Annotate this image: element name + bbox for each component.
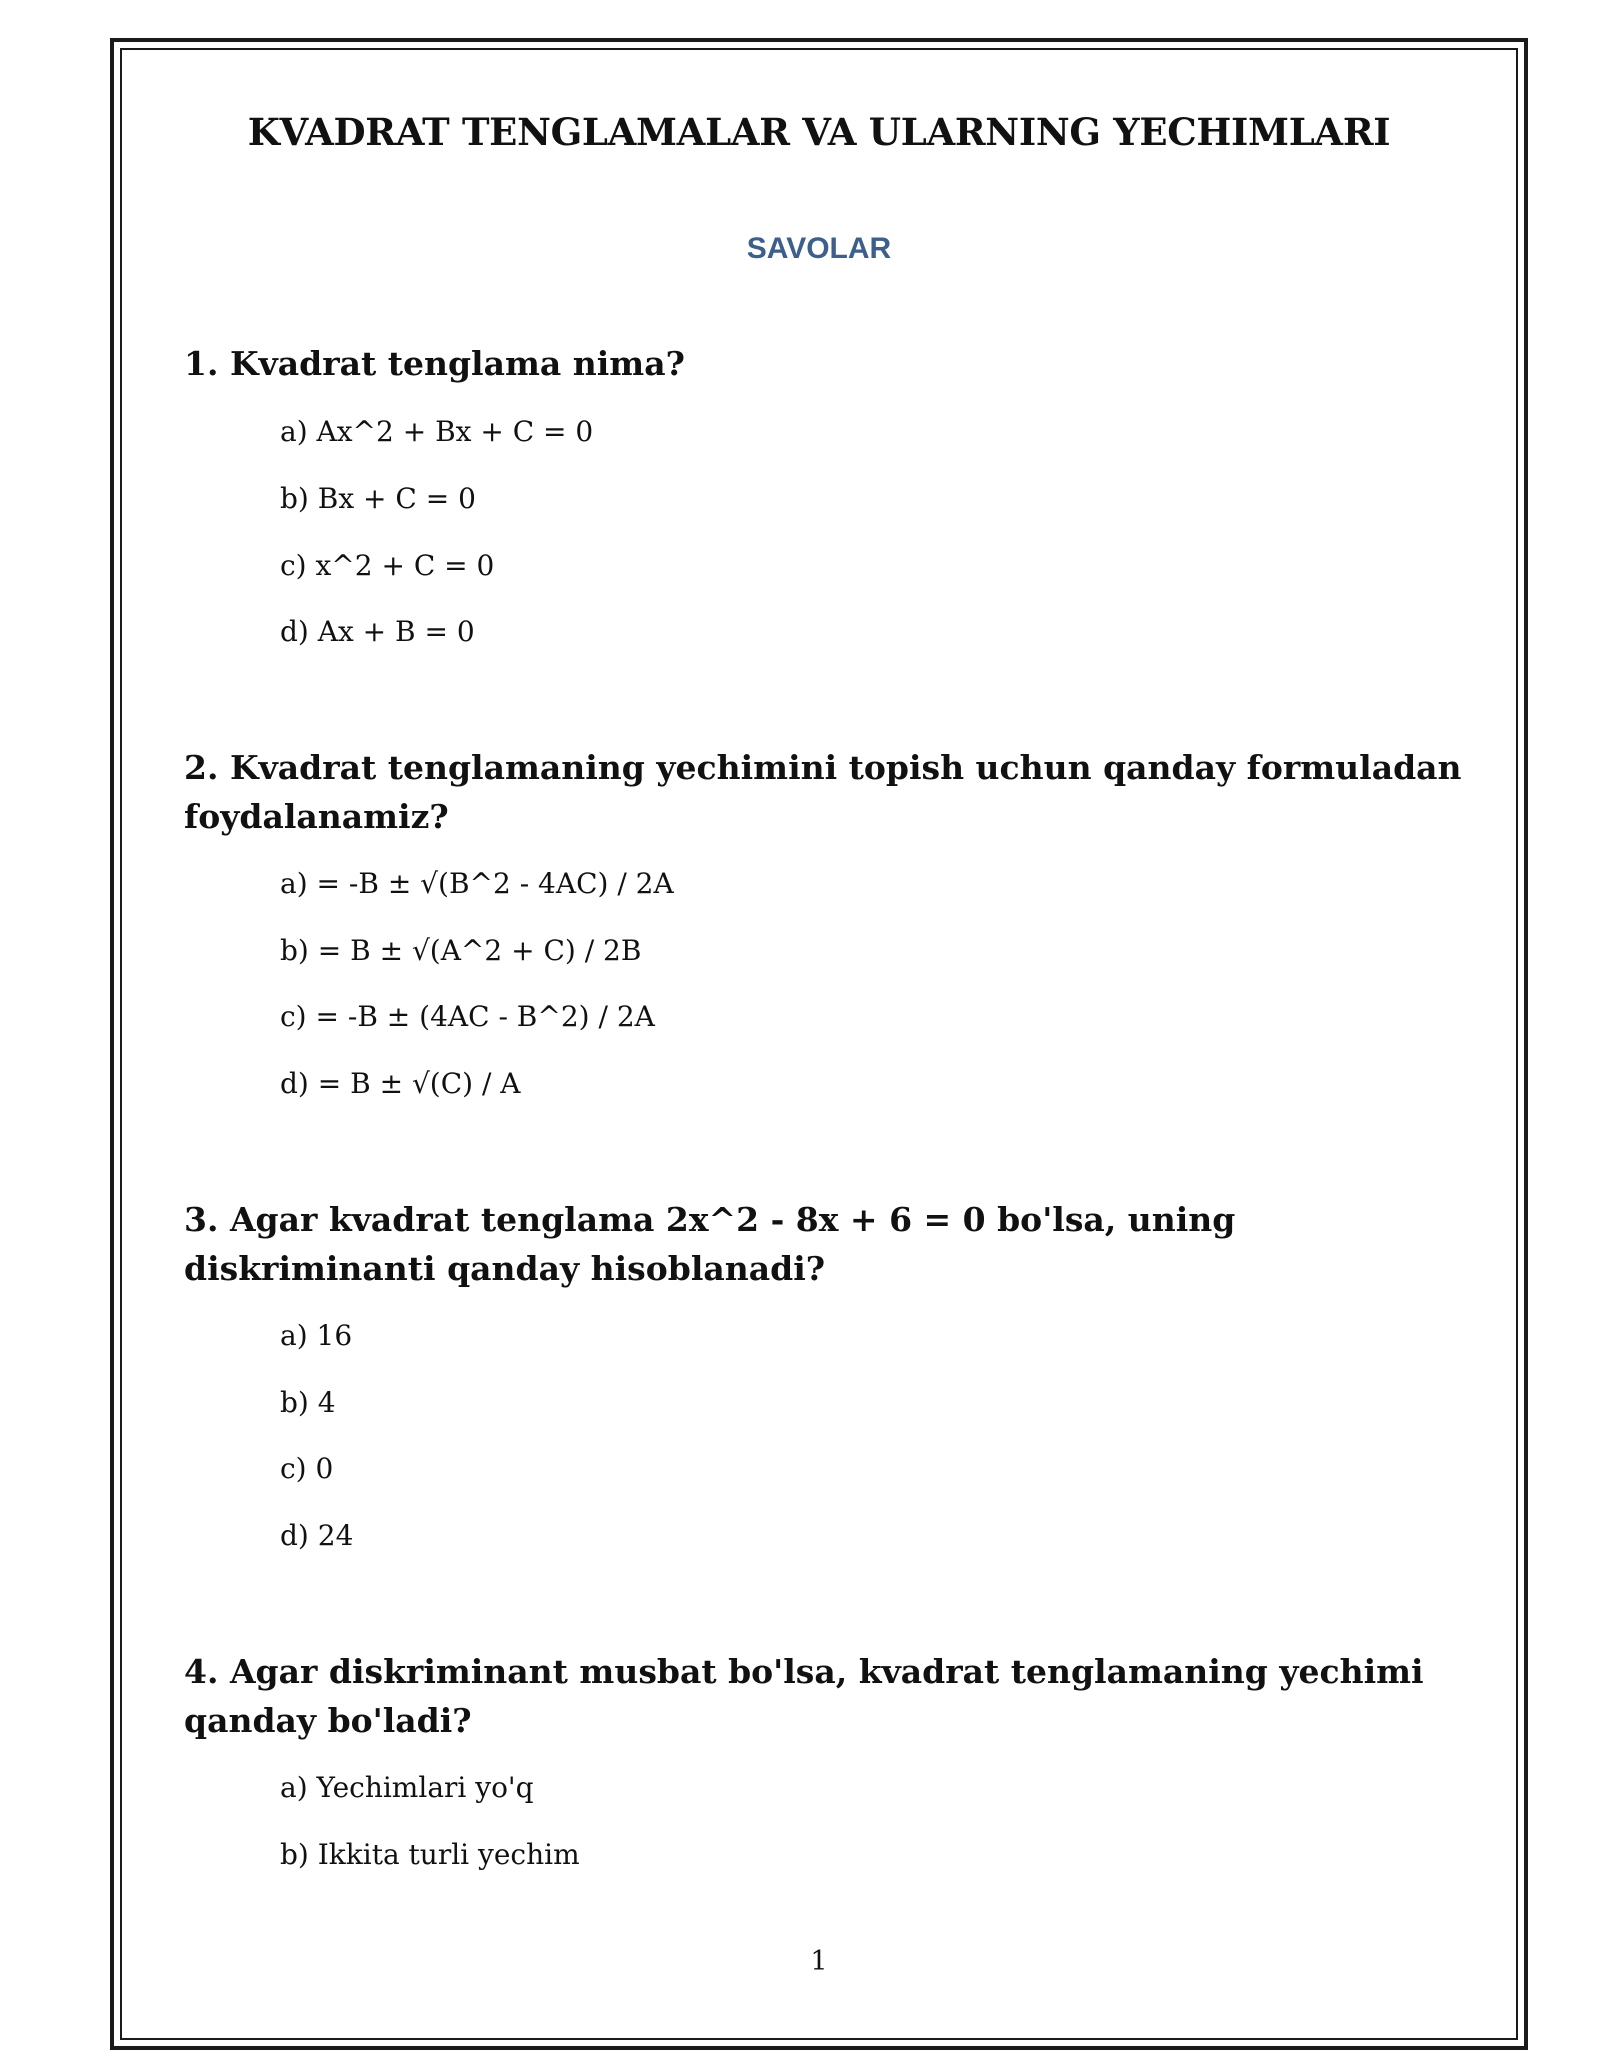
document-title: KVADRAT TENGLAMALAR VA ULARNING YECHIMLARI — [247, 110, 1391, 154]
question-3-option-b: b) 4 — [280, 1386, 336, 1419]
question-2-option-a: a) = -B ± √(B^2 - 4AC) / 2A — [280, 867, 674, 900]
question-2-option-b: b) = B ± √(A^2 + C) / 2B — [280, 934, 642, 967]
question-4-option-a: a) Yechimlari yo'q — [280, 1771, 534, 1804]
question-2-option-c: c) = -B ± (4AC - B^2) / 2A — [280, 1000, 655, 1033]
question-1-option-a: a) Ax^2 + Bx + C = 0 — [280, 415, 594, 448]
question-1-option-c: c) x^2 + C = 0 — [280, 549, 495, 582]
question-4: 4. Agar diskriminant musbat bo'lsa, kvadrat tenglamaning yechimi qanday bo'ladi? — [184, 1652, 1424, 1740]
question-1-option-b: b) Bx + C = 0 — [280, 482, 476, 515]
question-2: 2. Kvadrat tenglamaning yechimini topish uchun qanday formuladan foydalanamiz? — [184, 748, 1462, 836]
question-4-option-b: b) Ikkita turli yechim — [280, 1838, 580, 1871]
question-3: 3. Agar kvadrat tenglama 2x^2 - 8x + 6 = 0 bo'lsa, uning diskriminanti qanday hisoblanadi? — [184, 1200, 1236, 1288]
section-heading: SAVOLAR — [746, 232, 892, 265]
question-2-option-d: d) = B ± √(C) / A — [280, 1067, 521, 1100]
question-1-option-d: d) Ax + B = 0 — [280, 615, 475, 648]
question-1: 1. Kvadrat tenglama nima? — [184, 344, 685, 383]
page-number: 1 — [810, 1946, 828, 1977]
question-3-option-a: a) 16 — [280, 1319, 353, 1352]
question-3-option-c: c) 0 — [280, 1452, 334, 1485]
question-3-option-d: d) 24 — [280, 1519, 354, 1552]
